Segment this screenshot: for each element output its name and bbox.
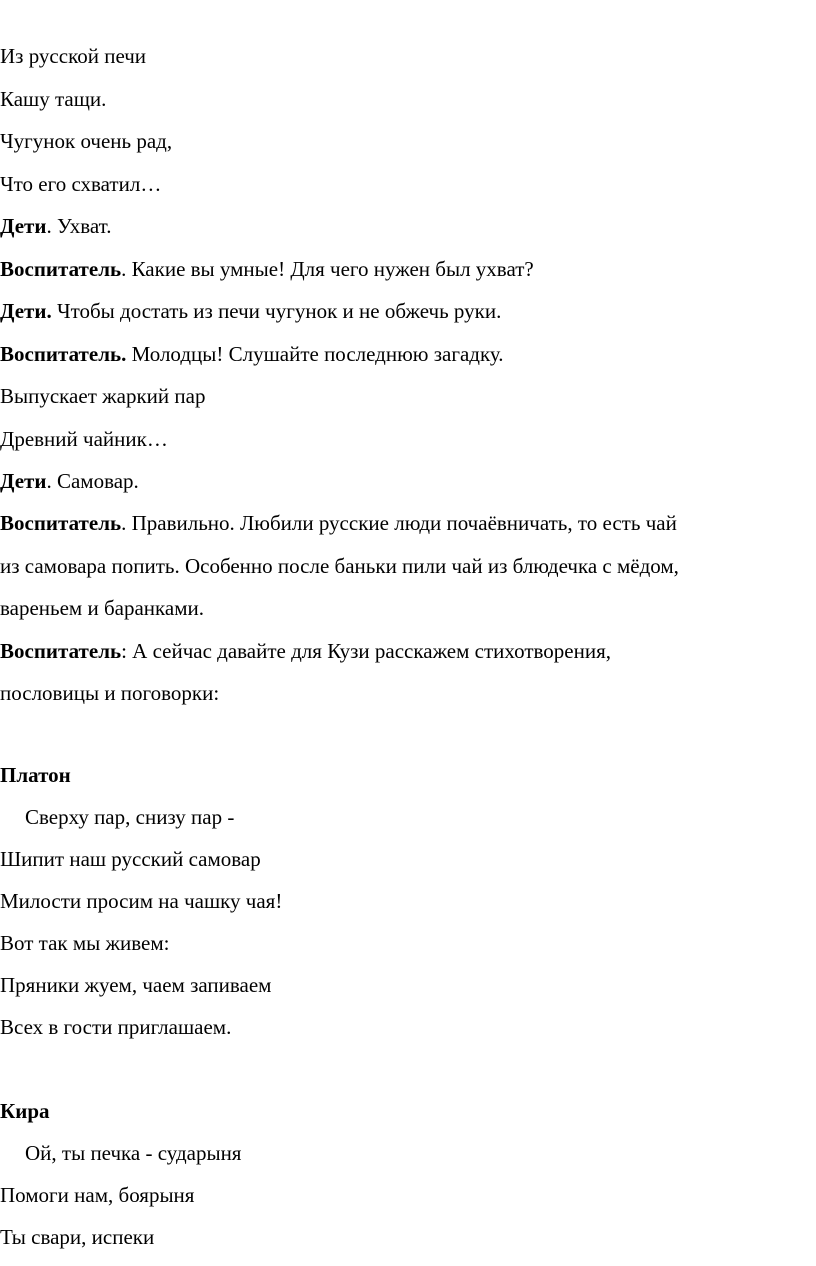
speaker-name: Воспитатель. bbox=[0, 342, 127, 366]
poem-line: Шипит наш русский самовар bbox=[0, 847, 261, 871]
poem-line: Милости просим на чашку чая! bbox=[0, 889, 283, 913]
speaker-name: Дети bbox=[0, 214, 47, 238]
poem-line: Вот так мы живем: bbox=[0, 931, 170, 955]
text-line: Чугунок очень рад, bbox=[0, 129, 173, 153]
dialogue-line: Дети. Чтобы достать из печи чугунок и не обжечь руки. bbox=[0, 299, 502, 323]
text-line: Что его схватил… bbox=[0, 172, 162, 196]
dialogue-line: Воспитатель. Какие вы умные! Для чего нужен был ухват? bbox=[0, 257, 534, 281]
dialogue-line: Дети. Ухват. bbox=[0, 214, 112, 238]
dialogue-line: Воспитатель. Правильно. Любили русские люди почаёвничать, то есть чай bbox=[0, 511, 677, 535]
text-line: вареньем и баранками. bbox=[0, 596, 204, 620]
speaker-name: Дети. bbox=[0, 299, 52, 323]
speaker-name: Воспитатель bbox=[0, 511, 122, 535]
text-line: Из русской печи bbox=[0, 44, 147, 68]
text-line: пословицы и поговорки: bbox=[0, 681, 220, 705]
poem-line: Помоги нам, боярыня bbox=[0, 1183, 195, 1207]
dialogue-line: Дети. Самовар. bbox=[0, 469, 139, 493]
text-line: из самовара попить. Особенно после баньки пили чай из блюдечка с мёдом, bbox=[0, 554, 679, 578]
speaker-name: Дети bbox=[0, 469, 47, 493]
poem-line: Ты свари, испеки bbox=[0, 1225, 155, 1249]
poem-line: Пряники жуем, чаем запиваем bbox=[0, 973, 272, 997]
speaker-heading: Кира bbox=[0, 1099, 50, 1123]
dialogue-line: Воспитатель. Молодцы! Слушайте последнюю загадку. bbox=[0, 342, 504, 366]
text-line: Выпускает жаркий пар bbox=[0, 384, 206, 408]
speaker-name: Воспитатель bbox=[0, 639, 122, 663]
speaker-heading: Платон bbox=[0, 763, 71, 787]
text-line: Кашу тащи. bbox=[0, 87, 107, 111]
dialogue-line: Воспитатель: А сейчас давайте для Кузи расскажем стихотворения, bbox=[0, 639, 611, 663]
poem-line: Сверху пар, снизу пар - bbox=[25, 805, 235, 829]
poem-line: Ой, ты печка - сударыня bbox=[25, 1141, 242, 1165]
poem-line: Всех в гости приглашаем. bbox=[0, 1015, 232, 1039]
text-line: Древний чайник… bbox=[0, 427, 168, 451]
speaker-name: Воспитатель bbox=[0, 257, 122, 281]
